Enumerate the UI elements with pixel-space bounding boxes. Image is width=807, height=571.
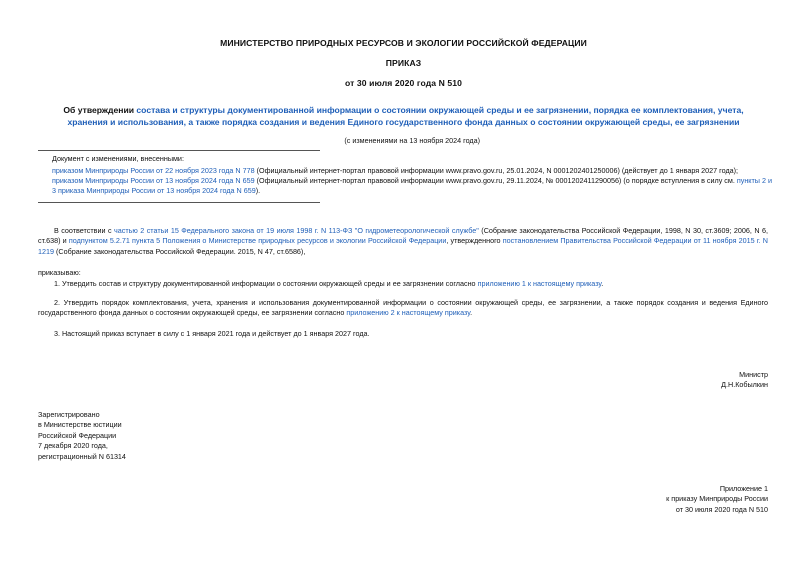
order-item-1-text: 1. Утвердить состав и структуру документированной информации о состоянии окружающей среды и ее загрязнении согласно [54,279,478,288]
change-item-2 [52,176,772,197]
registration-line-5: регистрационный N 61314 [38,451,126,461]
divider-bottom [38,202,320,203]
preamble-text-2: (Собрание законодательства Российской Федерации, 1998, N 30, ст.3609; 2006, N 6, ст.638) и [38,226,769,246]
appendix-line-3: от 30 июля 2020 года N 510 [675,504,768,514]
ministry-name: МИНИСТЕРСТВО ПРИРОДНЫХ РЕСУРСОВ И ЭКОЛОГИИ РОССИЙСКОЙ ФЕДЕРАЦИИ [220,38,587,48]
change-item-2-link2[interactable]: пункты 2 и 3 приказа Минприроды России от 13 ноября 2024 года N 659 [52,176,772,196]
change-item-2-end: ). [255,186,261,196]
change-item-2-link[interactable]: приказом Минприроды России от 13 ноября 2024 года N 659 [52,176,255,185]
order-item-2-text: 2. Утвердить порядок комплектования, учета, хранения и использования документированной информации о состоянии окружающей среды, ее загрязнении, а также порядок создания и ведения Единого государственного фонда данных о состоянии окружающей среды, ее загрязнении согласно [38,298,768,318]
changes-intro: Документ с изменениями, внесенными: [52,154,184,163]
title-link[interactable]: состава и структуры документированной информации о состоянии окружающей среды и ее загрязнении, порядка ее комплектования, учета, хранения и использования, а также порядка создания и ведения Единого государственного фонда данных о состоянии окружающей среды, ее загрязнении [67,105,744,128]
regulation-link[interactable]: подпунктом 5.2.71 пункта 5 Положения о Министерстве природных ресурсов и экологии Российской Федерации [68,236,447,246]
registration-block [38,410,238,462]
order-item-2 [38,298,768,319]
doc-date-number: от 30 июля 2020 года N 510 [344,78,463,88]
appendix-2-link[interactable]: приложению 2 к настоящему приказу [346,308,471,318]
signature-role: Министр [739,370,768,379]
title-prefix: Об утверждении [63,105,137,115]
preamble-paragraph [38,226,768,257]
preamble-text-4: (Собрание законодательства Российской Федерации. 2015, N 47, ст.6586), [54,246,306,256]
government-decree-link[interactable]: постановлением Правительства Российской Федерации от 11 ноября 2015 г. N 1219 [38,236,769,256]
signature-name: Д.Н.Кобылкин [721,380,768,389]
law-link[interactable]: частью 2 статьи 15 Федерального закона от 19 июля 1998 г. N 113-ФЗ "О гидрометеорологической службе" [114,226,479,235]
change-item-1 [52,166,772,176]
order-word: приказываю: [38,268,81,277]
divider-top [38,150,320,151]
registration-line-3: Российской Федерации [38,430,117,440]
appendix-1-link[interactable]: приложению 1 к настоящему приказу [477,279,602,288]
order-item-1 [38,279,768,289]
order-item-3: 3. Настоящий приказ вступает в силу с 1 января 2021 года и действует до 1 января 2027 года. [54,329,370,338]
doc-title [52,104,755,129]
doc-type: ПРИКАЗ [385,58,422,68]
change-item-1-link[interactable]: приказом Минприроды России от 22 ноября 2023 года N 778 [52,166,255,175]
preamble-text-3: , утвержденного [446,236,503,246]
registration-line-1: Зарегистрировано [38,410,100,419]
appendix-line-1: Приложение 1 [719,484,768,493]
appendix-line-2: к приказу Минприроды России [666,494,768,504]
registration-line-4: 7 декабря 2020 года, [38,441,108,451]
registration-line-2: в Министерстве юстиции [38,420,122,430]
appendix-heading [560,484,768,515]
preamble-text-1: В соответствии с [54,226,115,235]
change-item-1-text: (Официальный интернет-портал правовой информации www.pravo.gov.ru, 25.01.2024, N 0001202401250006) (действует до 1 января 2027 года); [254,166,739,175]
order-item-1-end: . [601,279,604,288]
order-item-2-end: . [470,308,473,318]
change-item-2-text: (Официальный интернет-портал правовой информации www.pravo.gov.ru, 29.11.2024, № 0001202411290056) (о порядке вступления в силу см. [254,176,737,185]
amendment-note: (с изменениями на 13 ноября 2024 года) [344,136,480,145]
